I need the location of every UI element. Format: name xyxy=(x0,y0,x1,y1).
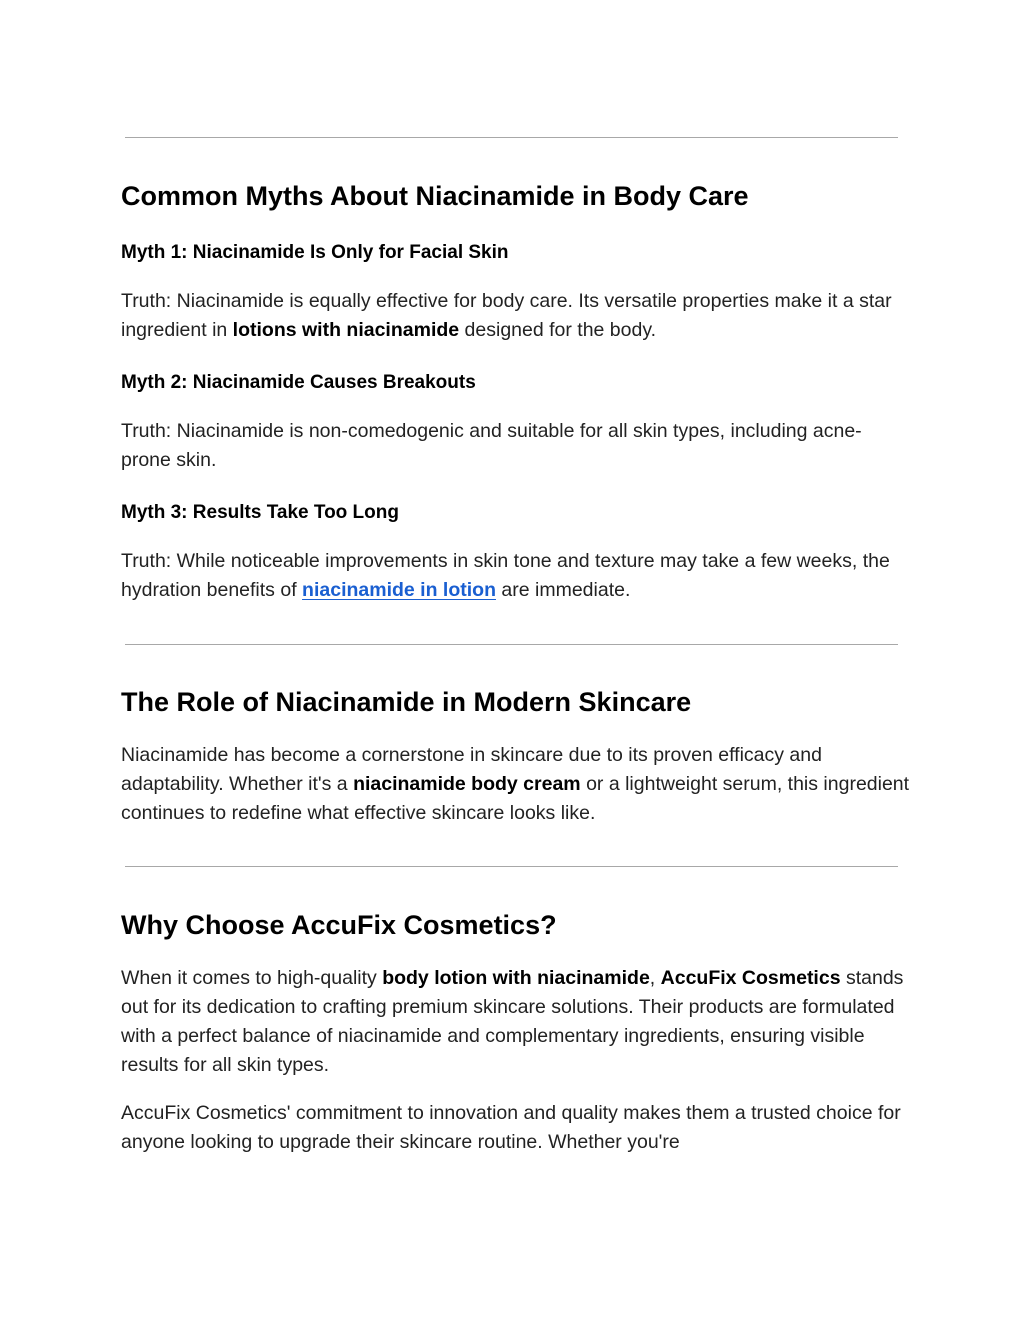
myth-3-truth xyxy=(121,547,911,605)
myth-3-title: Myth 3: Results Take Too Long xyxy=(121,502,399,523)
divider-lower xyxy=(125,866,898,867)
myth-1-text-after: designed for the body. xyxy=(459,319,657,341)
role-text-after: or a lightweight serum, this ingredient continues to redefine what effective skincare looks like. xyxy=(121,773,910,824)
why-p1-bold-term-1: body lotion with niacinamide xyxy=(382,967,650,989)
why-paragraph-1 xyxy=(121,964,911,1080)
why-p1-text-after: stands out for its dedication to crafting premium skincare solutions. Their products are formulated with a perfect balance of niacinamide and complementary ingredients, ensuring visible results for all skin types. xyxy=(121,967,904,1076)
niacinamide-in-lotion-link[interactable]: niacinamide in lotion xyxy=(302,579,496,601)
myth-2-title: Myth 2: Niacinamide Causes Breakouts xyxy=(121,372,476,393)
myth-1-text-before: Truth: Niacinamide is equally effective for body care. Its versatile properties make it a star ingredient in xyxy=(121,290,892,341)
divider-middle xyxy=(125,644,898,645)
myth-2-truth: Truth: Niacinamide is non-comedogenic and suitable for all skin types, including acne-prone skin. xyxy=(121,420,862,471)
role-text-before: Niacinamide has become a cornerstone in skincare due to its proven efficacy and adaptability. Whether it's a xyxy=(121,744,822,795)
myth-3-text-before: Truth: While noticeable improvements in skin tone and texture may take a few weeks, the hydration benefits of xyxy=(121,550,890,601)
divider-top xyxy=(125,137,898,138)
heading-why-choose-accufix: Why Choose AccuFix Cosmetics? xyxy=(121,910,557,940)
myth-1-bold-term: lotions with niacinamide xyxy=(232,319,460,341)
role-bold-term: niacinamide body cream xyxy=(353,773,581,795)
why-p1-bold-term-2: AccuFix Cosmetics xyxy=(660,967,841,989)
heading-role-of-niacinamide: The Role of Niacinamide in Modern Skincare xyxy=(121,687,692,717)
why-paragraph-2: AccuFix Cosmetics' commitment to innovation and quality makes them a trusted choice for anyone looking to upgrade their skincare routine. Whether you're xyxy=(121,1102,901,1153)
myth-3-text-after: are immediate. xyxy=(495,579,631,601)
heading-common-myths: Common Myths About Niacinamide in Body Care xyxy=(121,181,749,211)
myth-1-title: Myth 1: Niacinamide Is Only for Facial Skin xyxy=(121,242,509,263)
why-p1-separator: , xyxy=(649,967,661,989)
role-paragraph xyxy=(121,741,911,828)
myth-1-truth xyxy=(121,287,911,345)
why-p1-text-before: When it comes to high-quality xyxy=(121,967,383,989)
